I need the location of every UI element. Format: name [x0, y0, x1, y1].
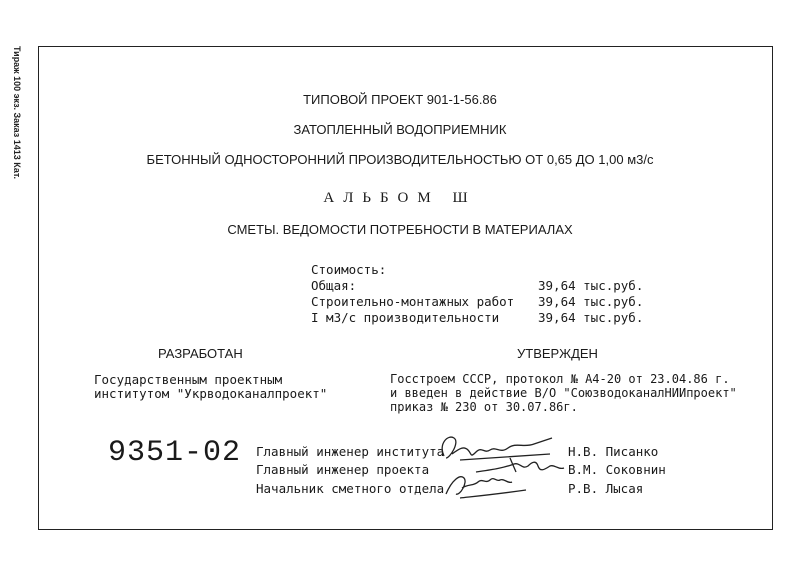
developed-heading: РАЗРАБОТАН	[158, 346, 243, 361]
signature-role-3: Начальник сметного отдела	[256, 481, 445, 496]
signature-name-3: Р.В. Лысая	[568, 481, 644, 496]
side-print-note	[2, 46, 24, 196]
signature-name-2: В.М. Соковнин	[568, 462, 666, 477]
signature-role-2: Главный инженер проекта	[256, 462, 430, 477]
signature-name-1: Н.В. Писанко	[568, 444, 659, 459]
approved-line2: и введен в действие В/О "СоюзводоканалНИИпроект"	[390, 386, 737, 400]
approved-heading: УТВЕРЖДЕН	[517, 346, 598, 361]
cost-label-total: Общая:	[311, 278, 357, 293]
handwritten-signature-3	[438, 470, 538, 504]
developed-by-line2: институтом "Укрводоканалпроект"	[94, 386, 328, 401]
document-number: 9351-02	[108, 436, 242, 470]
album-title: СМЕТЫ. ВЕДОМОСТИ ПОТРЕБНОСТИ В МАТЕРИАЛАХ	[227, 222, 573, 237]
cost-label-construction: Строительно-монтажных работ	[311, 294, 515, 309]
cost-label-capacity: I м3/с производительности	[311, 310, 500, 325]
approved-line3: приказ № 230 от 30.07.86г.	[390, 400, 578, 414]
project-name: ЗАТОПЛЕННЫЙ ВОДОПРИЕМНИК	[293, 122, 507, 137]
project-code: ТИПОВОЙ ПРОЕКТ 901-1-56.86	[303, 92, 497, 107]
cost-value-total: 39,64 тыс.руб.	[538, 278, 644, 293]
approved-line1: Госстроем СССР, протокол № А4-20 от 23.04.86 г.	[390, 372, 730, 386]
print-run-note: Тираж 100 экз. Заказ 1413 Кат.	[12, 46, 22, 180]
cost-value-construction: 39,64 тыс.руб.	[538, 294, 644, 309]
cost-heading: Стоимость:	[311, 262, 387, 277]
signature-role-1: Главный инженер института	[256, 444, 445, 459]
project-description: БЕТОННЫЙ ОДНОСТОРОННИЙ ПРОИЗВОДИТЕЛЬНОСТЬЮ ОТ 0,65 ДО 1,00 м3/с	[146, 152, 654, 167]
cost-value-capacity: 39,64 тыс.руб.	[538, 310, 644, 325]
developed-by-line1: Государственным проектным	[94, 372, 283, 387]
album-number: АЛЬБОМ Ш	[323, 190, 477, 206]
